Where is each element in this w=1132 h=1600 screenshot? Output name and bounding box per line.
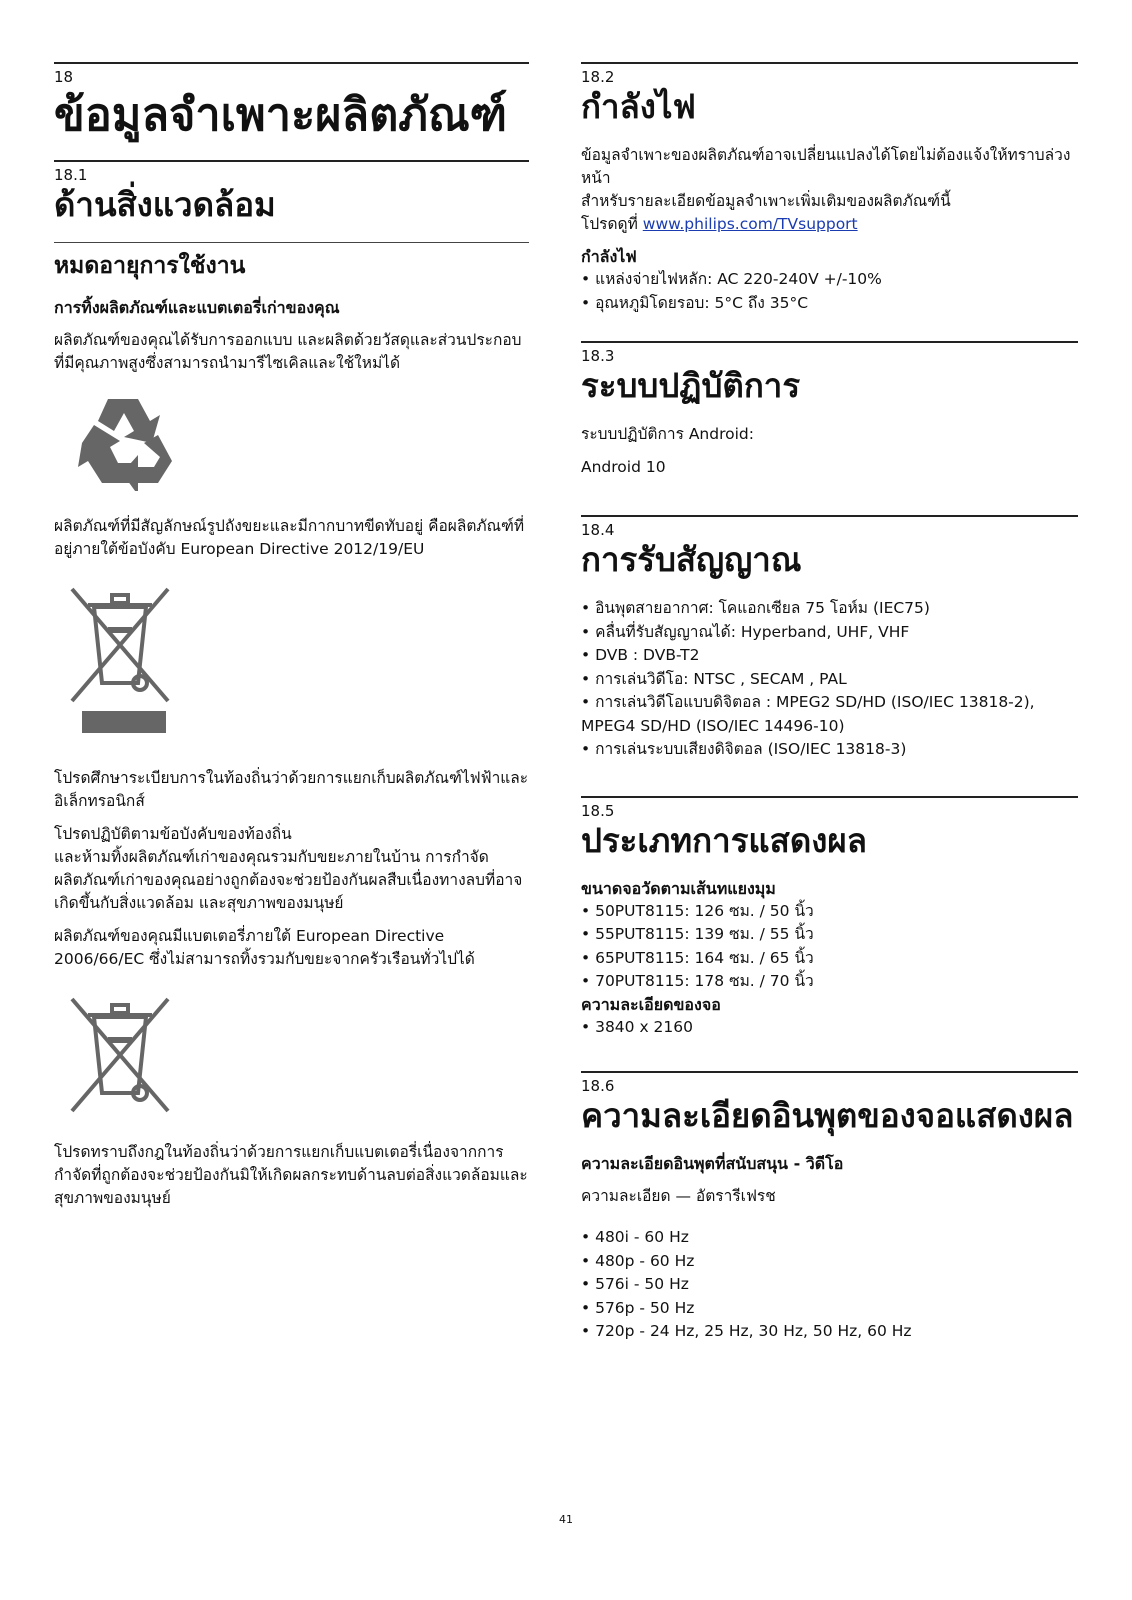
list-item: • การเล่นวิดีโอ: NTSC , SECAM , PAL (581, 668, 1078, 692)
paragraph-battery-directive: ผลิตภัณฑ์ของคุณมีแบตเตอรี่ภายใต้ European Directive 2006/66/EC ซึ่งไม่สามารถทิ้งรวมกับขยะจากครัวเรือนทั่วไปได้ (54, 927, 475, 968)
section-18-2-title: กำลังไฟ (581, 87, 696, 126)
list-item: • อินพุตสายอากาศ: โคแอกเซียล 75 โอห์ม (IEC75) (581, 597, 1078, 621)
power-line-2: สำหรับรายละเอียดข้อมูลจำเพาะเพิ่มเติมของผลิตภัณฑ์นี้ (581, 192, 951, 210)
power-heading: กำลังไฟ (581, 247, 637, 266)
os-line-2: Android 10 (581, 458, 666, 476)
paragraph-wee-directive: ผลิตภัณฑ์ที่มีสัญลักษณ์รูปถังขยะและมีกากบาทขีดทับอยู่ คือผลิตภัณฑ์ที่อยู่ภายใต้ข้อบังคับ European Directive 2012/19/EU (54, 517, 525, 558)
paragraph-recycle: ผลิตภัณฑ์ของคุณได้รับการออกแบบ และผลิตด้วยวัสดุและส่วนประกอบที่มีคุณภาพสูงซึ่งสามารถนำมารีไซเคิลและใช้ใหม่ได้ (54, 331, 522, 372)
subsection-title: หมดอายุการใช้งาน (54, 253, 246, 279)
power-line-3-prefix: โปรดดูที่ (581, 215, 643, 233)
list-item: • 70PUT8115: 178 ซม. / 70 นิ้ว (581, 970, 1078, 994)
screen-size-heading: ขนาดจอวัดตามเส้นทแยงมุม (581, 878, 776, 898)
section-18-6-title: ความละเอียดอินพุตของจอแสดงผล (581, 1096, 1074, 1135)
input-resolution-list (581, 1226, 1078, 1344)
list-item: • คลื่นที่รับสัญญาณได้: Hyperband, UHF, VHF (581, 621, 1078, 645)
list-item: • 50PUT8115: 126 ซม. / 50 นิ้ว (581, 900, 1078, 924)
os-line-1: ระบบปฏิบัติการ Android: (581, 425, 754, 443)
chapter-title: ข้อมูลจำเพาะผลิตภัณฑ์ (54, 88, 508, 141)
input-resolution-heading: ความละเอียดอินพุตที่สนับสนุน - วิดีโอ (581, 1154, 844, 1173)
section-18-4-title: การรับสัญญาณ (581, 540, 802, 579)
section-18-4-number: 18.4 (581, 521, 615, 539)
list-item: • 576i - 50 Hz (581, 1273, 1078, 1297)
section-18-6-rule (581, 1071, 1078, 1073)
section-18-5-number: 18.5 (581, 801, 615, 820)
paragraph-no-household: และห้ามทิ้งผลิตภัณฑ์เก่าของคุณรวมกับขยะภายในบ้าน การกำจัดผลิตภัณฑ์เก่าของคุณอย่างถูกต้องจะช่วยป้องกันผลสืบเนื่องทางลบที่อาจเกิดขึ้นกับสิ่งแวดล้อม และสุขภาพของมนุษย์ (54, 848, 523, 912)
paragraph-follow-rules: โปรดปฏิบัติตามข้อบังคับของท้องถิ่น (54, 825, 292, 843)
list-item: • แหล่งจ่ายไฟหลัก: AC 220-240V +/-10% (581, 268, 1078, 292)
section-18-2-number: 18.2 (581, 68, 615, 86)
list-item: • 480p - 60 Hz (581, 1250, 1078, 1274)
page-number: 41 (559, 1513, 573, 1526)
power-line-1: ข้อมูลจำเพาะของผลิตภัณฑ์อาจเปลี่ยนแปลงได้โดยไม่ต้องแจ้งให้ทราบล่วงหน้า (581, 146, 1071, 187)
section-18-1-title: ด้านสิ่งแวดล้อม (54, 185, 276, 224)
list-item: • DVB : DVB-T2 (581, 644, 1078, 668)
section-18-1-number: 18.1 (54, 166, 88, 184)
philips-support-link[interactable]: www.philips.com/TVsupport (642, 215, 858, 233)
section-18-3-title: ระบบปฏิบัติการ (581, 366, 801, 405)
paragraph-group (54, 823, 529, 915)
paragraph-local-rules: โปรดศึกษาระเบียบการในท้องถิ่นว่าด้วยการแยกเก็บผลิตภัณฑ์ไฟฟ้าและอิเล็กทรอนิกส์ (54, 769, 529, 810)
section-18-4-rule (581, 515, 1078, 517)
list-item: • การเล่นวิดีโอแบบดิจิตอล : MPEG2 SD/HD (ISO/IEC 13818-2), MPEG4 SD/HD (ISO/IEC 14496-10) (581, 691, 1078, 738)
list-item: • 3840 x 2160 (581, 1016, 1078, 1040)
crossed-bin-battery-icon (68, 993, 529, 1121)
right-column (581, 62, 1078, 1344)
section-18-5-title: ประเภทการแสดงผล (581, 820, 867, 860)
section-18-5-rule (581, 796, 1078, 798)
resolution-refresh-label: ความละเอียด — อัตรารีเฟรช (581, 1187, 776, 1205)
chapter-rule (54, 62, 529, 64)
resolution-list (581, 1016, 1078, 1040)
section-18-1-rule (54, 160, 529, 162)
section-18-6-number: 18.6 (581, 1077, 615, 1095)
section-18-3-number: 18.3 (581, 347, 615, 365)
reception-list (581, 597, 1078, 762)
left-column (54, 62, 529, 1220)
list-item: • อุณหภูมิโดยรอบ: 5°C ถึง 35°C (581, 292, 1078, 316)
resolution-heading: ความละเอียดของจอ (581, 994, 721, 1014)
list-item: • 576p - 50 Hz (581, 1297, 1078, 1321)
disposal-heading: การทิ้งผลิตภัณฑ์และแบตเตอรี่เก่าของคุณ (54, 298, 340, 317)
power-line-3 (581, 213, 1078, 236)
power-intro (581, 144, 1078, 236)
crossed-bin-wee-icon (68, 583, 529, 747)
chapter-number: 18 (54, 68, 74, 86)
recycle-icon (68, 391, 529, 495)
list-item: • 55PUT8115: 139 ซม. / 55 นิ้ว (581, 923, 1078, 947)
list-item: • 480i - 60 Hz (581, 1226, 1078, 1250)
list-item: • 720p - 24 Hz, 25 Hz, 30 Hz, 50 Hz, 60 Hz (581, 1320, 1078, 1344)
list-item: • 65PUT8115: 164 ซม. / 65 นิ้ว (581, 947, 1078, 971)
section-18-3-rule (581, 341, 1078, 343)
paragraph-battery-rules: โปรดทราบถึงกฎในท้องถิ่นว่าด้วยการแยกเก็บแบตเตอรี่เนื่องจากการกำจัดที่ถูกต้องจะช่วยป้องกันมิให้เกิดผลกระทบด้านลบต่อสิ่งแวดล้อมและสุขภาพของมนุษย์ (54, 1143, 528, 1207)
list-item: • การเล่นระบบเสียงดิจิตอล (ISO/IEC 13818-3) (581, 738, 1078, 762)
section-18-2-rule (581, 62, 1078, 64)
subsection-rule (54, 242, 529, 243)
power-list (581, 268, 1078, 315)
screen-size-list (581, 900, 1078, 994)
